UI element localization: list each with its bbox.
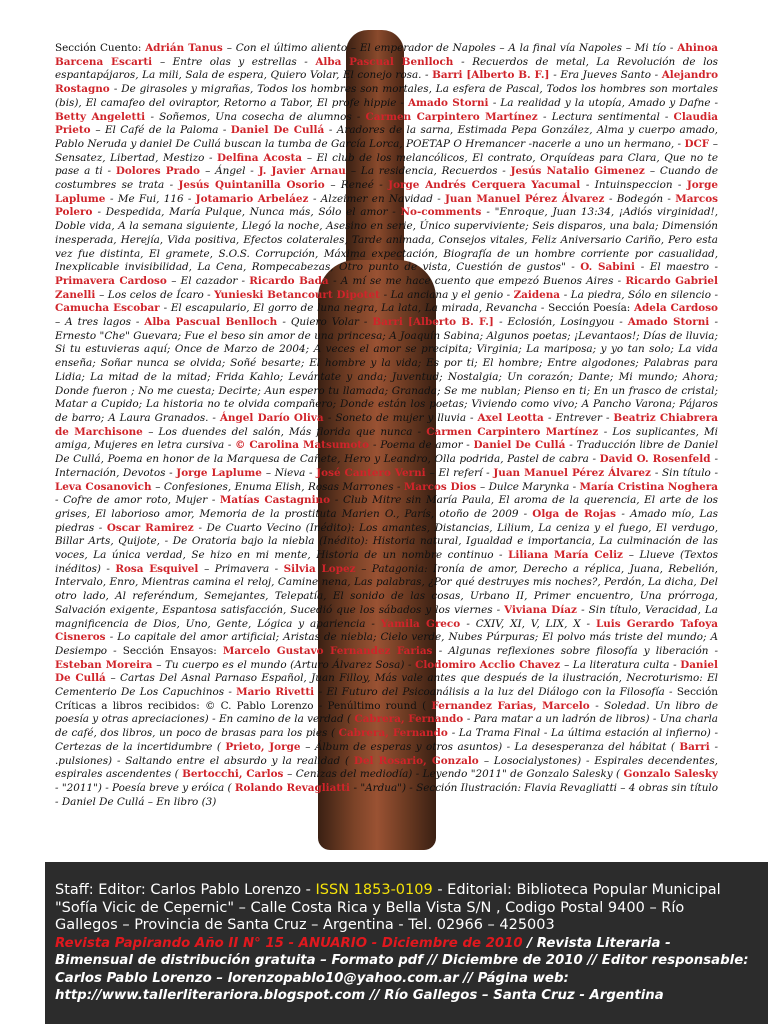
work-titles: - El escapulario, El gorro de luna negra, La lata, La mirada, Revancha - [163,302,549,315]
staff-editor-text: Staff: Editor: Carlos Pablo Lorenzo - [55,882,316,898]
work-titles: – Losocialystones) - Espirales decendentes, espirales ascendentes ( [55,754,718,781]
work-titles: – Entre olas y estrellas - [159,55,316,68]
author-name: Barri [679,740,715,753]
author-name: Jorge Andrés Cerquera Yacumal [388,179,586,192]
author-name: Jorge Laplume [176,466,266,479]
author-name: Matías Castagnino [219,494,335,507]
author-name: Del Rosario, Gonzalo [353,754,484,767]
work-titles: - Lectura sentimental - [543,110,674,123]
work-titles: - Quiero Volar - [282,316,373,329]
author-name: Olga de Rojas [532,507,622,520]
work-titles: - Eclosión, Losingyou - [499,316,628,329]
author-name: Alba Pascual Benlloch [315,55,462,68]
author-name: Mario Rivetti [236,686,319,699]
author-name: María Cristina Noghera [579,480,718,493]
author-name: Primavera Cardoso [55,274,172,287]
author-name: Ricardo Gabriel Zanelli [55,274,718,301]
author-name: Claudia Prieto [55,110,718,137]
work-titles: - Los suplicantes, Mi amiga, Mujeres en letra cursiva - [55,425,718,452]
work-titles: - Recuerdos de metal, La Revolución de los espantapájaros, La mili, Sala de espera, Quiero Volar, El conejo rosa. - [55,55,718,82]
work-titles: - "Ardua") - Sección Ilustración: Flavia Revagliatti – 4 obras sin título - Daniel De Cullá – En libro (3) [55,781,718,808]
work-titles: – Llueve (Textos inéditos) - [55,549,718,575]
author-name: Jesús Quintanilla Osorio [178,179,331,192]
work-titles: – Tu cuerpo es el mundo (Arturo Álvarez Sosa) - [156,658,416,671]
work-titles: – Ángel - [205,165,259,178]
work-titles: - CXIV, XI, V, LIX, X - [466,617,596,630]
work-titles: - Aradores de la sarna, Estimada Pepa González, Alma y cuerpo amado, Pablo Neruda y daniel De Cullá buscan la tumba de García Lorca, POETAP O Hremancer -nacerle a uno un hermano, - [55,124,718,150]
magazine-details: / Revista Literaria - Bimensual de distribución gratuita – Formato pdf // Diciembre de 2010 // Editor responsable: Carlos Pablo Lorenzo – lorenzopablo10@yahoo.com.ar // Página web: http://www.tallerliterariora.blogspot.com // Río Gallegos – Santa Cruz - Argentina [55,935,749,1003]
author-name: Jorge Laplume [55,179,718,205]
author-name: Alba Pascual Benlloch [144,316,283,329]
work-titles: - Amado mío, Las piedras - [55,507,718,534]
work-titles: – El Café de la Paloma - [95,124,231,137]
work-titles: - De Cuarto Vecino (Inédito): Los amantes, Distancias, Lilium, La ceniza y el fuego, El verdugo, Billar Arts, Quijote, - De Oratoria bajo la niebla (Inédito): Historia natural, Igualdad e importancia, La culminación de las voces, La única verdad, Se hizo en mi mente, Historia de un nombre continuo - [55,521,718,562]
work-titles: - Cofre de amor roto, Mujer - [55,494,220,507]
author-name: Yunieski Betancourt Dipotet [214,288,384,301]
author-name: No-comments [400,206,487,219]
work-titles: - Sin título, Veracidad, La magnificencia de Dios, Uno, Gente, Lógica y apariencia - [55,603,718,630]
work-titles: – Cartas Del Asnal Parnaso Español, Juan Filloy, Más vale antes que después de la ilustración, Necroturismo: El Cementerio De Los Capuchinos - [55,672,718,699]
author-name: Esteban Moreira [55,658,157,671]
author-name: Cabrera, Fernando [354,713,467,726]
work-titles: - "2011") - Poesía breve y eróica ( [55,781,235,794]
author-name: Prieto, Jorge [225,740,306,753]
author-name: O. Sabini [580,261,641,274]
author-name: Gonzalo Salesky [623,768,718,781]
work-titles: - Soneto de mujer y lluvia - [327,411,478,424]
author-name: Juan Manuel Pérez Álvarez [445,192,609,205]
author-name: © Carolina Matsumoto [235,439,374,452]
work-titles: – Sensatez, Libertad, Mestizo - [55,137,718,164]
work-titles: - De girasoles y migrañas, Todos los hombres son mortales, La esfera de Pascal, Todos los hombres son mortales (bis), El camafeo del oviraptor, Retorno a Tabor, El profe hippie - [55,83,718,109]
work-titles: - La Trama Final - La última estación al infierno) - Certezas de la incertidumbre ( [55,727,718,753]
author-name: Dolores Prado [115,165,206,178]
staff-info [55,882,750,935]
author-name: Ricardo Bada [249,274,334,287]
staff-content [55,882,750,1005]
staff-address-text: - Editorial: Biblioteca Popular Municipal "Sofía Vicic de Cepernic" – Calle Costa Rica y Bella Vista S/N , Codigo Postal 9400 – Río Gallegos – Provincia de Santa Cruz – Argentina - Tel. 02966 – 425003 [55,882,721,933]
work-titles: – Nieva - [265,466,317,479]
author-name: Alejandro Rostagno [55,69,718,96]
author-name: Ahinoa Barcena Escarti [55,42,718,68]
work-titles: - Sin título - [654,466,718,479]
work-titles: - Era Jueves Santo - [553,69,662,82]
work-titles: - El Futuro del Psicoanálisis a la luz del Diálogo con la Filosofía - [318,686,677,699]
work-titles: – Primavera - [204,562,284,575]
work-titles: – La literatura culta - [564,658,681,671]
magazine-info [55,935,750,1005]
work-titles: - .pulsiones) - Saltando entre el absurdo y la realidad ( [55,740,718,767]
work-titles: - Club Mitre sin María Paula, El aroma de la querencia, El arte de los grises, El laborioso amor, Memoria de la prostituta Marien O., París, otoño de 2009 - [55,494,718,520]
author-name: Jotamario Arbeláez [195,192,313,205]
work-titles: - Entrever - [547,411,614,424]
author-name: Axel Leotta [477,411,548,424]
work-titles: – El club de los melancólicos, El contrato, Orquídeas para Clara, Que no te pase a ti - [55,151,718,178]
author-name: Adela Cardoso [633,302,718,315]
work-titles: - Soñemos, Una cosecha de alumnos - [150,110,366,123]
author-name: Clodomiro Acclio Chavez [415,658,565,671]
section-label: Sección Ensayos: [122,644,223,657]
work-titles: – Con el último aliento – El emperador de Napoles – A la final vía Napoles – Mi tío - [226,42,678,54]
work-titles: - El maestro - [640,261,718,274]
work-titles: - Ernesto "Che" Guevara; Fue el beso sin amor de una princesa; A Joaquín Sabina; Algunos poetas; ¡Levantaos!; Días de lluvia; Si tu estuvieras aquí; Once de Marzo de 2004; A veces el amor se precipita; Virginia; La mariposa; y yo tan solo; La vida enseña; Soñar nunca se olvida; Soñé besarte; El hombre y la vida; Es por ti; El hombre; Entre algodones; Palabras para Lidia; La mitad de la mitad; Frida Kahlo; Levántate y anda; Juventud; Nostalgia; Un corazón; Dante; Mi mundo; Ahora; Donde fueron ; No me cuesta; Decirte; Aun espero tu llamada; Granada; Se me nublan; Pienso en ti; En un frasco de cristal; Matar a Cupido; La historia no te olvida compañero; Donde están los poetas; Viviendo como vivo; A Pancho Varona; Pájaros de barro; A Laura Granados. - [55,316,718,424]
author-name: Rosa Esquivel [115,562,205,575]
work-titles: – Confesiones, Enuma Elish, Rosas Marrones - [155,480,404,493]
author-name: Cabrera, Fernando [338,727,452,740]
work-titles: - Despedida, María Pulque, Nunca más, Sólo el amor - [97,206,401,219]
work-titles: - A mí se me hace cuento que empezó Buenos Aires - [333,274,626,287]
section-label: Sección Poesía: [548,302,634,315]
author-name: Luis Gerardo Tafoya Cisneros [55,617,718,644]
author-name: Liliana María Celiz [508,549,629,562]
work-titles: - Internación, Devotos - [55,453,718,479]
section-label: Sección Críticas a libros recibidos: © C. Pablo Lorenzo - Penúltimo round ( [55,686,718,712]
author-name: Viviana Díaz [504,603,582,616]
author-name: J. Javier Arnau [258,165,351,178]
work-titles: - Alzeimer en Navidad - [312,192,445,205]
author-name: Jesús Natalio Gimenez [510,165,650,178]
work-titles: – Reneé - [330,179,389,192]
work-titles: – Dulce Marynka - [479,480,580,493]
work-titles: - Lo capitale del amor artificial; Aristas de niebla; Cielo verde, Nubes Púrpuras; El polvo más triste del mundo; A Desiempo - [55,631,718,657]
work-titles: - "Enroque, Juan 13:34, ¡Adiós virginidad!, Doble vida, A la semana siguiente, Llegó la noche, Asesino en serie, Único superviviente; Seis disparos, una bala; Dimensión inesperada, Herejía, Vida positiva, Efectos colaterales, Tarde animada, Consejos vitales, Feliz Aniversario Cariño, Pero esta vez fue distinta, El gramete, S.O.S. Corrupción, Máxima expectación, Biografía de un hombre corriente por casualidad, Inexplicable invisibilidad, La Cena, Rompecabezas, Otro punto de vista, Cuestión de gustos" - [55,206,718,274]
author-name: Silvia Lopez [283,562,362,575]
author-name: Marcelo Gustavo Fernandez Farias [222,644,439,657]
author-name: Marcos Dios [403,480,480,493]
work-titles: - La anciana y el genio - [383,288,514,301]
author-name: Leva Cosanovich [55,480,156,493]
author-name: Amado Storni [407,96,493,109]
author-name: Carmen Carpintero Martínez [426,425,604,438]
work-titles: – Los celos de Ícaro - [99,288,215,301]
work-titles: – Cuando de costumbres se trata - [55,165,718,192]
author-name: Adrián Tanus [145,42,227,54]
author-name: Daniel De Cullá [55,658,718,685]
work-titles: – Los duendes del salón, Más florida que nunca - [148,425,427,438]
work-titles: - Soledad. Un libro de poesía y otras apreciaciones) - En camino de la verdad ( [55,699,718,726]
author-name: Carmen Carpintero Martínez [365,110,544,123]
work-titles: - Me Fui, 116 - [110,192,196,205]
author-name: Beatriz Chiabrera de Marchisone [55,411,718,438]
author-name: DCF [684,137,713,150]
work-titles: - Algunas reflexiones sobre filosofía y liberación - [438,644,718,657]
section-label: Sección Cuento: [55,42,146,54]
work-titles: - Para matar a un ladrón de libros) - Una charla de café, dos libros, un poco de brasas para los pies ( [55,713,718,740]
table-of-contents [55,42,718,842]
work-titles: – El cazador - [171,274,250,287]
work-titles: – A tres lagos - [55,316,145,329]
staff-box [45,862,768,1024]
magazine-issue-title: Revista Papirando Año II N° 15 - ANUARIO - Diciembre de 2010 [55,935,523,951]
author-name: Oscar Ramirez [106,521,199,534]
work-titles: – Patagonia: Ironía de amor, Derecho a réplica, Juana, Rebelión, Intervalo, Enro, Mientras camina el reloj, Camine nena, Las palabras, ¿Por qué destruyes mis noches?, Perdón, La dicha, Del otro lado, Al referéndum, Semejantes, Telepatía, El sonido de las cosas, Urbano II, Primer encuentro, Una prórroga, Salvación exigente, Espantosa satisfacción, Sucedió que los sábados y los viernes - [55,562,718,616]
author-name: José Cantero Verni [316,466,430,479]
work-titles: - Poema de amor - [373,439,474,452]
work-titles: – La residencia, Recuerdos - [350,165,511,178]
author-name: Daniel De Cullá [473,439,570,452]
work-titles: - La piedra, Sólo en silencio - [563,288,718,301]
issn-number: ISSN 1853-0109 [315,882,433,898]
author-name: David O. Rosenfeld [599,453,715,466]
author-name: Betty Angeletti [55,110,151,123]
work-titles: - Bodegón - [608,192,676,205]
author-name: Yamila Greco [380,617,467,630]
author-name: Barri [Alberto B. F.] [372,316,500,329]
work-titles: – El referí - [429,466,494,479]
author-name: Marcos Polero [55,192,718,219]
author-name: Bertocchi, Carlos [182,768,288,781]
author-name: Amado Storni [627,316,715,329]
author-name: Daniel De Cullá [230,124,329,137]
author-name: Delfina Acosta [217,151,307,164]
work-titles: – Cenizas del mediodía) - Leyendo "2011" de Gonzalo Salesky ( [287,768,624,781]
work-titles: – Álbum de esperas y otros asuntos) - La desesperanza del hábitat ( [305,740,680,753]
author-name: Camucha Escobar [55,302,164,315]
work-titles: - Intuinspeccion - [585,179,687,192]
author-name: Rolando Revagliatti [234,781,354,794]
author-name: Zaidena [513,288,564,301]
author-name: Fernandez Farias, Marcelo [431,699,596,712]
work-titles: - La realidad y la utopía, Amado y Dafne - [492,96,718,109]
work-titles: - Traducción libre de Daniel De Cullá, Poema en honor de la Marquesa de Cañete, Hero y Leandro, Olla podrida, Pastel de cabra - [55,439,718,466]
author-name: Ángel Darío Oliva [219,411,328,424]
author-name: Barri [Alberto B. F.] [432,69,554,82]
author-name: Juan Manuel Pérez Álvarez [493,466,655,479]
